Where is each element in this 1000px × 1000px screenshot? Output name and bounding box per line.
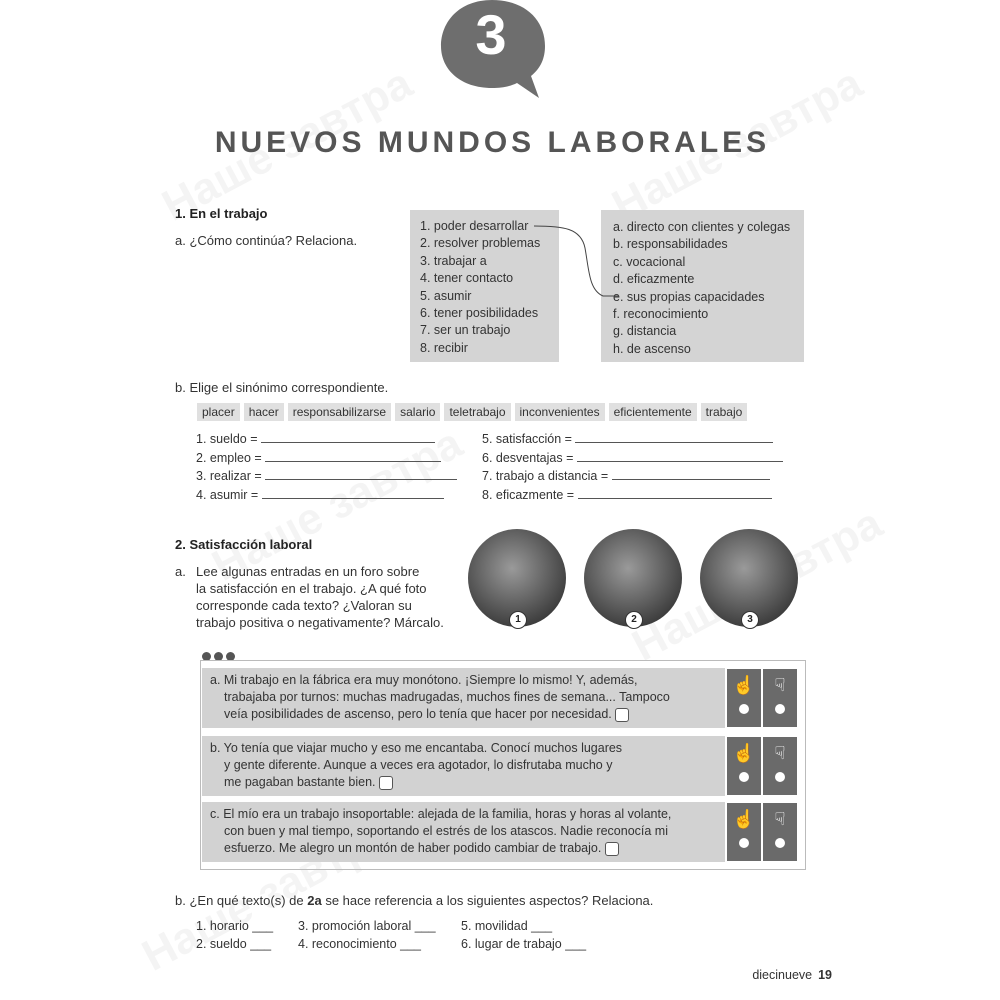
photo-answer-checkbox[interactable]: [379, 776, 393, 790]
section-2-heading: 2. Satisfacción laboral: [175, 537, 313, 552]
match-right-item: d. eficazmente: [613, 272, 695, 287]
synonym-row: [482, 467, 783, 486]
word-chip: salario: [395, 403, 440, 421]
answer-line[interactable]: [577, 449, 783, 462]
match-left-item: 2. resolver problemas: [420, 236, 541, 251]
aspects-column: [298, 918, 436, 953]
instruction-line: corresponde cada texto? ¿Valoran su: [196, 598, 412, 613]
section-2b-instruction: b. ¿En qué texto(s) de 2a se hace referencia a los siguientes aspectos? Relaciona.: [175, 893, 654, 908]
post-line: veía posibilidades de ascenso, pero lo tenía que hacer por necesidad.: [224, 707, 612, 721]
photo-3: [700, 529, 798, 627]
match-left-item: 4. tener contacto: [420, 271, 514, 286]
thumbs-down-icon: ☟: [774, 809, 786, 829]
forum-post: [202, 668, 725, 728]
aspect-item: 1. horario ___: [196, 919, 274, 933]
negative-option[interactable]: [763, 669, 797, 727]
answer-line[interactable]: [575, 430, 773, 443]
page-title: NUEVOS MUNDOS LABORALES: [214, 126, 771, 159]
answer-line[interactable]: [265, 467, 457, 480]
radio-button[interactable]: [775, 704, 785, 714]
negative-option[interactable]: [763, 803, 797, 861]
photo-answer-checkbox[interactable]: [605, 842, 619, 856]
match-left-item: 6. tener posibilidades: [420, 306, 539, 321]
synonym-label: 7. trabajo a distancia =: [482, 469, 612, 483]
word-chip: eficientemente: [609, 403, 697, 421]
forum-post: [202, 736, 725, 796]
positive-option[interactable]: [727, 803, 761, 861]
post-line: a. Mi trabajo en la fábrica era muy monótono. ¡Siempre lo mismo! Y, además,: [210, 673, 638, 687]
post-line: esfuerzo. Me alegro un montón de haber podido cambiar de trabajo.: [224, 841, 602, 855]
synonyms-left: [196, 430, 457, 504]
section-2a-label: a.: [175, 564, 186, 579]
synonym-row: [482, 430, 783, 449]
post-line: c. El mío era un trabajo insoportable: alejada de la familia, horas y horas al volante,: [210, 807, 672, 821]
photo-number: 2: [625, 611, 643, 629]
instruction-line: trabajo positiva o negativamente? Márcalo.: [196, 615, 444, 630]
instruction-line: la satisfacción en el trabajo. ¿A qué foto: [196, 581, 427, 596]
chapter-number: 3: [475, 3, 507, 66]
section-1b-instruction: b. Elige el sinónimo correspondiente.: [175, 380, 389, 395]
match-right-item: e. sus propias capacidades: [613, 289, 765, 304]
negative-option[interactable]: [763, 737, 797, 795]
aspect-item: 6. lugar de trabajo ___: [461, 936, 587, 951]
radio-button[interactable]: [775, 772, 785, 782]
forum-post: [202, 802, 725, 862]
radio-button[interactable]: [739, 838, 749, 848]
word-chip: inconvenientes: [515, 403, 605, 421]
synonym-row: [196, 449, 457, 468]
answer-line[interactable]: [612, 467, 770, 480]
word-bank: [197, 403, 747, 421]
word-chip: hacer: [244, 403, 284, 421]
aspect-item: 4. reconocimiento ___: [298, 936, 421, 951]
synonym-label: 5. satisfacción =: [482, 432, 576, 446]
section-1-heading: 1. En el trabajo: [175, 206, 268, 221]
aspects-column: [461, 918, 586, 953]
section-1a-instruction: a. ¿Cómo continúa? Relaciona.: [175, 233, 358, 248]
synonym-row: [196, 486, 457, 505]
post-line: trabajaba por turnos: muchas madrugadas, muchos fines de semana... Tampoco: [224, 690, 670, 704]
word-chip: teletrabajo: [444, 403, 510, 421]
answer-line[interactable]: [578, 486, 772, 499]
answer-line[interactable]: [262, 486, 444, 499]
page-footer: diecinueve 19: [752, 968, 832, 982]
match-left-item: 5. asumir: [420, 288, 472, 303]
synonym-label: 4. asumir =: [196, 487, 262, 502]
radio-button[interactable]: [739, 772, 749, 782]
thumbs-up-icon: ☝: [732, 675, 756, 695]
synonym-label: 6. desventajas =: [482, 450, 577, 465]
match-right-item: h. de ascenso: [613, 341, 691, 356]
synonym-row: [482, 449, 783, 468]
match-right-item: b. responsabilidades: [613, 237, 728, 252]
post-line: y gente diferente. Aunque a veces era agotador, lo disfrutaba mucho y: [224, 758, 613, 772]
positive-option[interactable]: [727, 737, 761, 795]
thumbs-up-icon: ☝: [732, 743, 756, 763]
aspect-item: 3. promoción laboral ___: [298, 919, 436, 933]
photo-answer-checkbox[interactable]: [615, 708, 629, 722]
photo-number: 1: [509, 611, 527, 629]
section-2a-instruction: [196, 563, 444, 631]
match-right-item: g. distancia: [613, 324, 677, 339]
thumbs-down-icon: ☟: [774, 743, 786, 763]
photo-1: [468, 529, 566, 627]
match-left-item: 1. poder desarrollar: [420, 219, 529, 233]
instruction-line: Lee algunas entradas en un foro sobre: [196, 564, 420, 579]
photo-2: [584, 529, 682, 627]
radio-button[interactable]: [775, 838, 785, 848]
synonym-label: 1. sueldo =: [196, 432, 261, 446]
post-line: b. Yo tenía que viajar mucho y eso me encantaba. Conocí muchos lugares: [210, 741, 623, 755]
word-chip: trabajo: [701, 403, 748, 421]
synonym-row: [196, 430, 457, 449]
match-example-line: [533, 220, 623, 305]
positive-option[interactable]: [727, 669, 761, 727]
match-right-item: a. directo con clientes y colegas: [613, 220, 791, 234]
match-right-box: [601, 210, 804, 362]
match-right-item: c. vocacional: [613, 254, 686, 269]
word-chip: placer: [197, 403, 240, 421]
photo-number: 3: [741, 611, 759, 629]
thumbs-up-icon: ☝: [732, 809, 756, 829]
match-right-item: f. reconocimiento: [613, 307, 709, 322]
radio-button[interactable]: [739, 704, 749, 714]
synonym-label: 2. empleo =: [196, 450, 266, 465]
aspect-item: 2. sueldo ___: [196, 936, 272, 951]
synonym-label: 8. eficazmente =: [482, 487, 578, 502]
synonyms-right: [482, 430, 783, 504]
match-left-item: 7. ser un trabajo: [420, 323, 511, 338]
post-line: me pagaban bastante bien.: [224, 775, 376, 789]
answer-line[interactable]: [265, 449, 441, 462]
match-left-item: 8. recibir: [420, 340, 468, 355]
answer-line[interactable]: [261, 430, 435, 443]
word-chip: responsabilizarse: [288, 403, 391, 421]
aspect-item: 5. movilidad ___: [461, 919, 553, 933]
synonym-label: 3. realizar =: [196, 469, 266, 483]
match-left-item: 3. trabajar a: [420, 253, 487, 268]
aspects-column: [196, 918, 273, 953]
synonym-row: [196, 467, 457, 486]
synonym-row: [482, 486, 783, 505]
post-line: con buen y mal tiempo, soportando el estrés de los atascos. Nadie reconocía mi: [224, 824, 668, 838]
thumbs-down-icon: ☟: [774, 675, 786, 695]
